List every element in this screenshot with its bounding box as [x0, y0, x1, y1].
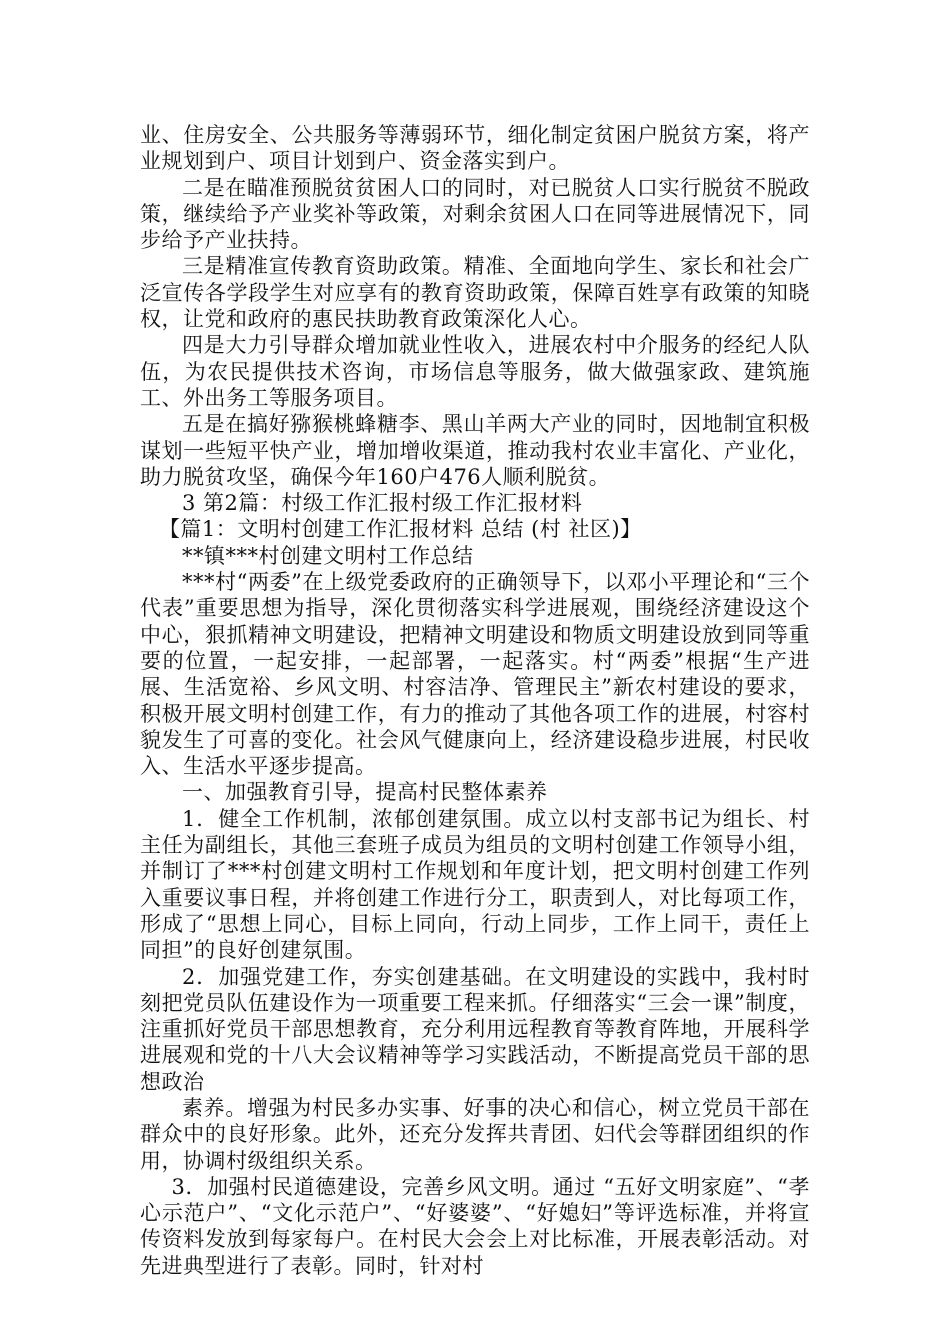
- paragraph: 业、住房安全、公共服务等薄弱环节，细化制定贫困户脱贫方案，将产业规划到户、项目计划到户、资金落实到户。: [140, 123, 810, 174]
- article-title: 【篇1：文明村创建工作汇报材料 总结 (村 社区)】: [158, 517, 642, 542]
- paragraph: 1．健全工作机制，浓郁创建氛围。成立以村支部书记为组长、村主任为副组长，其他三套班子成员为组员的文明村创建工作领导小组，并制订了***村创建文明村工作规划和年度计划，把文明村创建工作列入重要议事日程，并将创建工作进行分工，职责到人，对比每项工作，形成了“思想上同心，目标上同向，行动上同步，工作上同干，责任上同担”的良好创建氛围。: [140, 806, 810, 963]
- paragraph: 三是精准宣传教育资助政策。精准、全面地向学生、家长和社会广泛宣传各学段学生对应享有的教育资助政策，保障百姓享有政策的知晓权，让党和政府的惠民扶助教育政策深化人心。: [140, 254, 810, 332]
- paragraph: 四是大力引导群众增加就业性收入，进展农村中介服务的经纪人队伍，为农民提供技术咨询，市场信息等服务，做大做强家政、建筑施工、外出务工等服务项目。: [140, 333, 810, 410]
- paragraph: 2．加强党建工作，夯实创建基础。在文明建设的实践中，我村时刻把党员队伍建设作为一项重要工程来抓。仔细落实“三会一课”制度，注重抓好党员干部思想教育，充分利用远程教育等教育阵地，开展科学进展观和党的十八大会议精神等学习实践活动，不断提高党员干部的思想政治: [140, 964, 810, 1094]
- paragraph: 素养。增强为村民多办实事、好事的决心和信心，树立党员干部在群众中的良好形象。此外，还充分发挥共青团、妇代会等群团组织的作用，协调村级组织关系。: [140, 1095, 810, 1173]
- section-heading: 一、加强教育引导，提高村民整体素养: [182, 780, 548, 805]
- paragraph: 3．加强村民道德建设，完善乡风文明。通过 “五好文明家庭”、“孝心示范户”、“文化示范户”、“好婆婆”、“好媳妇”等评选标准，并将宣传资料发放到每家每户。在村民大会会上对比标准，开展表彰活动。对先进典型进行了表彰。同时，针对村: [140, 1174, 810, 1278]
- section-heading: 3 第2篇：村级工作汇报村级工作汇报材料: [182, 491, 583, 516]
- article-subtitle: **镇***村创建文明村工作总结: [182, 543, 474, 568]
- paragraph: 二是在瞄准预脱贫贫困人口的同时，对已脱贫人口实行脱贫不脱政策，继续给予产业奖补等政策，对剩余贫困人口在同等进展情况下，同步给予产业扶持。: [140, 175, 810, 253]
- paragraph: ***村“两委”在上级党委政府的正确领导下，以邓小平理论和“三个代表”重要思想为指导，深化贯彻落实科学进展观，围绕经济建设这个中心，狠抓精神文明建设，把精神文明建设和物质文明建设放到同等重要的位置，一起安排，一起部署，一起落实。村“两委”根据“生产进展、生活宽裕、乡风文明、村容洁净、管理民主”新农村建设的要求，积极开展文明村创建工作，有力的推动了其他各项工作的进展，村容村貌发生了可喜的变化。社会风气健康向上，经济建设稳步进展，村民收入、生活水平逐步提高。: [140, 570, 810, 779]
- paragraph: 五是在搞好猕猴桃蜂糖李、黑山羊两大产业的同时，因地制宜积极谋划一些短平快产业，增加增收渠道，推动我村农业丰富化、产业化，助力脱贫攻坚，确保今年160户476人顺利脱贫。: [140, 412, 810, 489]
- document-page: [140, 122, 810, 1279]
